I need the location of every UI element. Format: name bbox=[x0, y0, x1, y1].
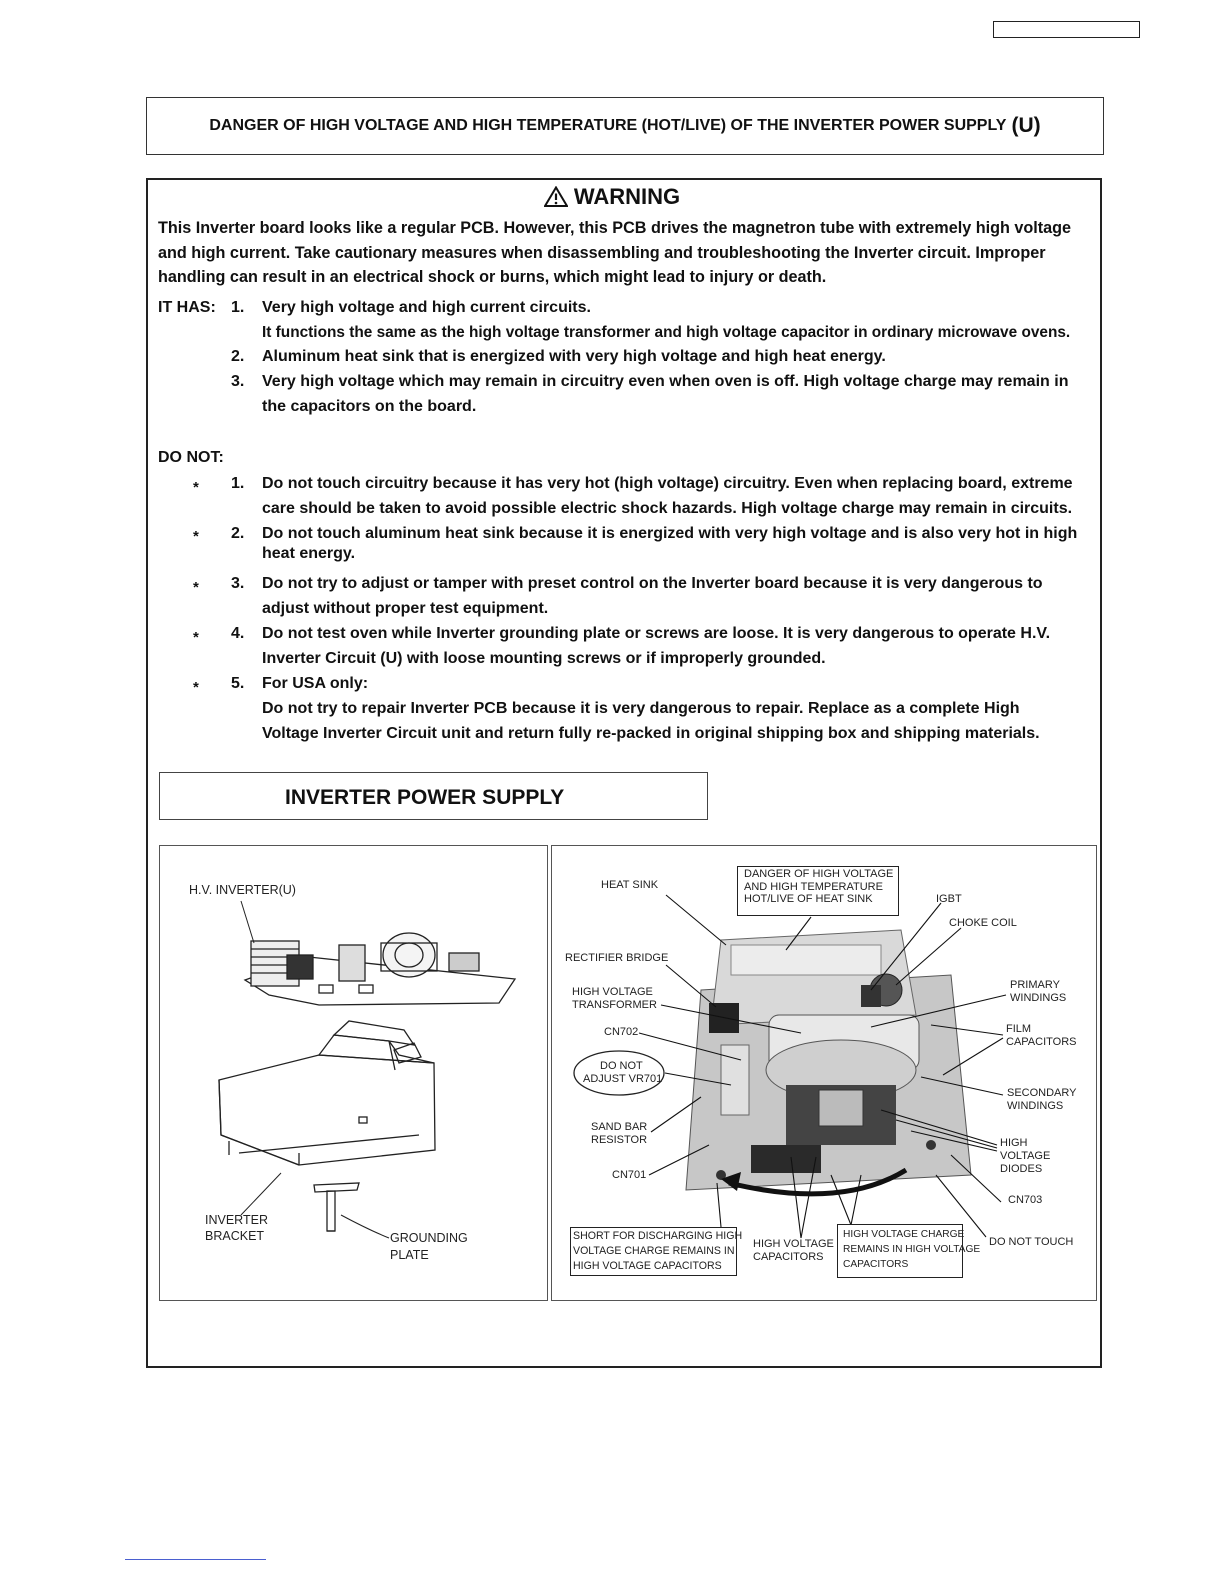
label-inverter-bracket-2: BRACKET bbox=[205, 1229, 265, 1243]
do-not-label: DO NOT: bbox=[158, 449, 224, 466]
do-not-item-2-line-1: Do not touch aluminum heat sink because it is energized with very high voltage and is also very hot in high bbox=[262, 525, 1078, 542]
it-has-item-3-line-1: Very high voltage which may remain in circuitry even when oven is off. High voltage charge may remain in bbox=[262, 373, 1069, 390]
label-grounding-plate-1: GROUNDING bbox=[390, 1231, 468, 1245]
label-hv-diodes-1: HIGH bbox=[1000, 1137, 1028, 1149]
do-not-star-1: * bbox=[193, 479, 199, 496]
do-not-num-2: 2. bbox=[231, 525, 245, 542]
do-not-item-1-line-2: care should be taken to avoid possible electric shock hazards. High voltage charge may remain in circuits. bbox=[262, 500, 1073, 517]
label-danger-line-3: HOT/LIVE OF HEAT SINK bbox=[744, 893, 873, 905]
footer-line bbox=[125, 1559, 266, 1560]
it-has-num-3: 3. bbox=[231, 373, 245, 390]
label-cn702: CN702 bbox=[604, 1026, 639, 1038]
do-not-item-4-line-1: Do not test oven while Inverter grounding plate or screws are loose. It is very dangerous to operate H.V. bbox=[262, 625, 1051, 642]
label-cn703: CN703 bbox=[1008, 1194, 1043, 1206]
it-has-item-1-line-1: Very high voltage and high current circuits. bbox=[262, 299, 591, 316]
it-has-num-2: 2. bbox=[231, 348, 245, 365]
it-has-num-1: 1. bbox=[231, 299, 245, 316]
label-cn701: CN701 bbox=[612, 1169, 647, 1181]
do-not-item-4-line-2: Inverter Circuit (U) with loose mounting screws or if improperly grounded. bbox=[262, 650, 826, 667]
label-film-capacitors-2: CAPACITORS bbox=[1006, 1036, 1077, 1048]
label-sand-bar-resistor-2: RESISTOR bbox=[591, 1134, 648, 1146]
banner-text: DANGER OF HIGH VOLTAGE AND HIGH TEMPERATURE (HOT/LIVE) OF THE INVERTER POWER SUPPLY bbox=[209, 117, 1007, 134]
label-hv-capacitors-1: HIGH VOLTAGE bbox=[753, 1238, 834, 1250]
do-not-item-3-line-2: adjust without proper test equipment. bbox=[262, 600, 549, 617]
label-grounding-plate-2: PLATE bbox=[390, 1248, 429, 1262]
do-not-star-5: * bbox=[193, 679, 199, 696]
label-secondary-windings-2: WINDINGS bbox=[1007, 1100, 1064, 1112]
label-heat-sink: HEAT SINK bbox=[601, 879, 659, 891]
do-not-num-4: 4. bbox=[231, 625, 245, 642]
label-do-not-adjust-1: DO NOT bbox=[600, 1060, 643, 1072]
do-not-num-3: 3. bbox=[231, 575, 245, 592]
do-not-star-3: * bbox=[193, 579, 199, 596]
warning-triangle-icon bbox=[544, 186, 568, 207]
danger-banner bbox=[146, 97, 1104, 155]
do-not-item-3-line-1: Do not try to adjust or tamper with preset control on the Inverter board because it is very dangerous to bbox=[262, 575, 1043, 592]
do-not-item-5-line-2: Do not try to repair Inverter PCB because it is very dangerous to repair. Replace as a complete High bbox=[262, 700, 1020, 717]
label-hv-diodes-2: VOLTAGE bbox=[1000, 1150, 1051, 1162]
label-choke-coil: CHOKE COIL bbox=[949, 917, 1017, 929]
label-inverter-bracket-1: INVERTER bbox=[205, 1213, 268, 1227]
do-not-item-1-line-1: Do not touch circuitry because it has very hot (high voltage) circuitry. Even when replacing board, extreme bbox=[262, 475, 1073, 492]
do-not-num-5: 5. bbox=[231, 675, 245, 692]
label-hv-transformer-1: HIGH VOLTAGE bbox=[572, 986, 653, 998]
label-hv-transformer-2: TRANSFORMER bbox=[572, 999, 657, 1011]
label-secondary-windings-1: SECONDARY bbox=[1007, 1087, 1077, 1099]
it-has-item-1-line-2: It functions the same as the high voltage transformer and high voltage capacitor in ordinary microwave ovens. bbox=[262, 324, 1071, 341]
do-not-num-1: 1. bbox=[231, 475, 245, 492]
label-charge-line-3: CAPACITORS bbox=[843, 1259, 909, 1270]
label-charge-line-1: HIGH VOLTAGE CHARGE bbox=[843, 1229, 965, 1240]
warning-title-text: WARNING bbox=[573, 184, 681, 209]
label-hv-inverter: H.V. INVERTER(U) bbox=[189, 883, 296, 897]
label-danger-line-2: AND HIGH TEMPERATURE bbox=[744, 881, 883, 893]
label-danger-line-1: DANGER OF HIGH VOLTAGE bbox=[744, 868, 894, 880]
it-has-item-2-line-1: Aluminum heat sink that is energized with very high voltage and high heat energy. bbox=[262, 348, 886, 365]
label-short-line-1: SHORT FOR DISCHARGING HIGH bbox=[573, 1230, 743, 1242]
it-has-item-3-line-2: the capacitors on the board. bbox=[262, 398, 477, 415]
label-primary-windings-1: PRIMARY bbox=[1010, 979, 1060, 991]
label-short-line-3: HIGH VOLTAGE CAPACITORS bbox=[573, 1260, 722, 1272]
do-not-star-4: * bbox=[193, 629, 199, 646]
do-not-item-5-line-1: For USA only: bbox=[262, 675, 369, 692]
do-not-item-2-line-2: heat energy. bbox=[262, 545, 356, 562]
section-title: INVERTER POWER SUPPLY bbox=[285, 786, 565, 809]
do-not-item-5-line-3: Voltage Inverter Circuit unit and return fully re-packed in original shipping box and shipping materials. bbox=[262, 725, 1040, 742]
label-charge-line-2: REMAINS IN HIGH VOLTAGE bbox=[843, 1244, 981, 1255]
label-do-not-adjust-2: ADJUST VR701 bbox=[583, 1073, 663, 1085]
label-rectifier-bridge: RECTIFIER BRIDGE bbox=[565, 952, 669, 964]
it-has-label: IT HAS: bbox=[158, 299, 216, 316]
label-short-line-2: VOLTAGE CHARGE REMAINS IN bbox=[573, 1245, 735, 1257]
banner-suffix: (U) bbox=[1011, 114, 1041, 137]
label-hv-capacitors-2: CAPACITORS bbox=[753, 1251, 824, 1263]
label-primary-windings-2: WINDINGS bbox=[1010, 992, 1067, 1004]
label-igbt: IGBT bbox=[936, 893, 962, 905]
header-box bbox=[993, 21, 1140, 38]
label-film-capacitors-1: FILM bbox=[1006, 1023, 1032, 1035]
do-not-star-2: * bbox=[193, 528, 199, 545]
warning-intro: This Inverter board looks like a regular PCB. However, this PCB drives the magnetron tube with extremely high voltage and high current. Take cautionary measures when disassembling and troubleshooting the Inverter circuit. Improper handling can result in an electrical shock or burns, which might lead to injury or death. bbox=[158, 219, 1072, 286]
warning-title bbox=[0, 184, 1224, 210]
label-sand-bar-resistor-1: SAND BAR bbox=[591, 1121, 648, 1133]
label-hv-diodes-3: DIODES bbox=[1000, 1163, 1043, 1175]
label-do-not-touch: DO NOT TOUCH bbox=[989, 1236, 1074, 1248]
